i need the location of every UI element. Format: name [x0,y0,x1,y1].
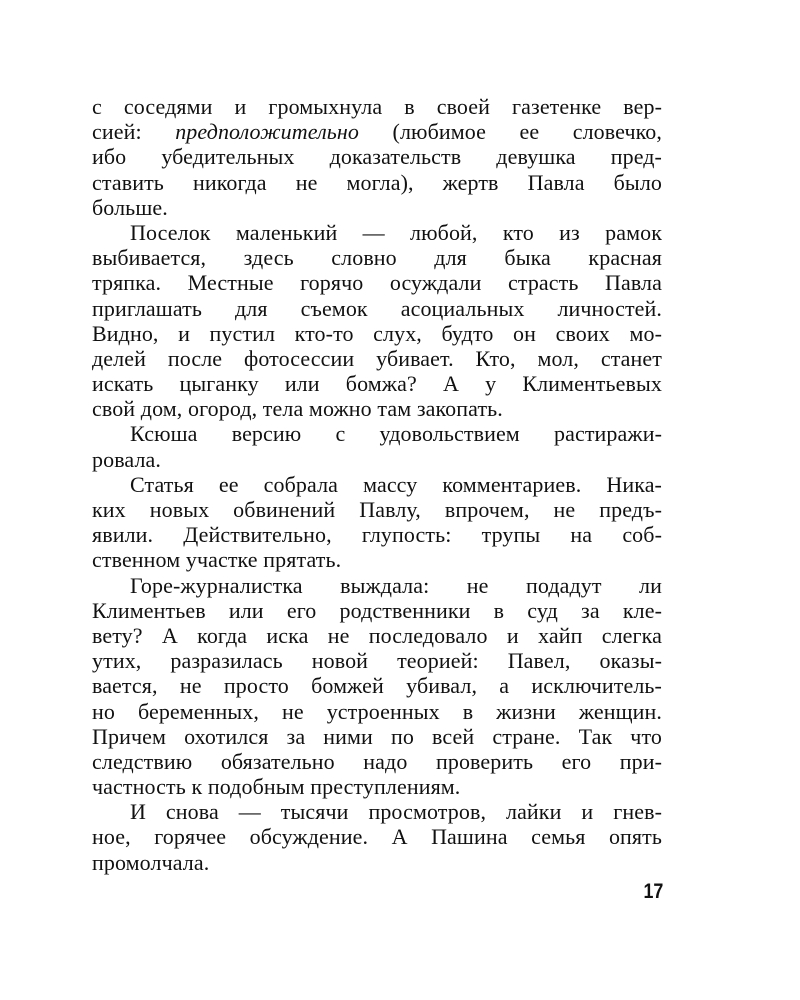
text-line: Ксюша версию с удовольствием растиражи- [130,421,662,447]
text-line: вается, не просто бомжей убивал, а исключитель- [92,673,662,699]
text-line: следствию обязательно надо проверить его при- [92,748,662,774]
text-line: Климентьев или его родственники в суд за кле- [92,597,662,623]
text-line: ставить никогда не могла), жертв Павла было [92,169,662,195]
paragraph [92,472,662,573]
text-fragment: (любимое ее словечко, [359,119,662,145]
text-line: утих, разразилась новой теорией: Павел, оказы- [92,648,662,674]
text-line: Видно, и пустил кто-то слух, будто он своих мо- [92,320,662,346]
text-line: но беременных, не устроенных в жизни женщин. [92,698,662,724]
text-line: И снова — тысячи просмотров, лайки и гнев- [130,799,662,825]
text-line: делей после фотосессии убивает. Кто, мол, станет [92,345,662,371]
text-line: Поселок маленький — любой, кто из рамок [130,219,662,245]
text-line: частность к подобным преступлениям. [92,774,461,800]
italic-word: предположительно [175,119,360,145]
text-line: приглашать для съемок асоциальных личностей. [92,295,662,321]
text-line: с соседями и громыхнула в своей газетенке вер- [92,94,662,119]
text-line: ственном участке прятать. [92,547,342,573]
text-line: свой дом, огород, тела можно там закопать. [92,396,503,422]
text-line: искать цыганку или бомжа? А у Климентьевых [92,371,662,397]
text-line: тряпка. Местные горячо осуждали страсть Павла [92,270,662,296]
text-line: больше. [92,194,168,220]
text-line: вету? А когда иска не последовало и хайп слегка [92,622,662,648]
text-line [92,119,662,144]
text-line: ибо убедительных доказательств девушка пред- [92,144,662,170]
text-line: промолчала. [92,849,210,875]
text-line: Горе-журналистка выждала: не подадут ли [130,572,662,598]
paragraph [92,220,662,422]
body-text [92,94,662,875]
text-line: ких новых обвинений Павлу, впрочем, не предъ- [92,497,662,522]
paragraph [92,421,662,471]
paragraph [92,799,662,875]
paragraph [92,573,662,800]
text-line: ное, горячее обсуждение. А Пашина семья опять [92,824,662,850]
text-line: Причем охотился за ними по всей стране. Так что [92,723,662,749]
text-line: ровала. [92,446,161,472]
text-fragment: сией: [92,119,176,145]
text-line: выбивается, здесь словно для быка красная [92,245,662,271]
page-number: 17 [643,880,663,903]
paragraph [92,94,662,220]
text-line: явили. Действительно, глупость: трупы на соб- [92,522,662,548]
text-line: Статья ее собрала массу комментариев. Ника- [130,471,662,497]
